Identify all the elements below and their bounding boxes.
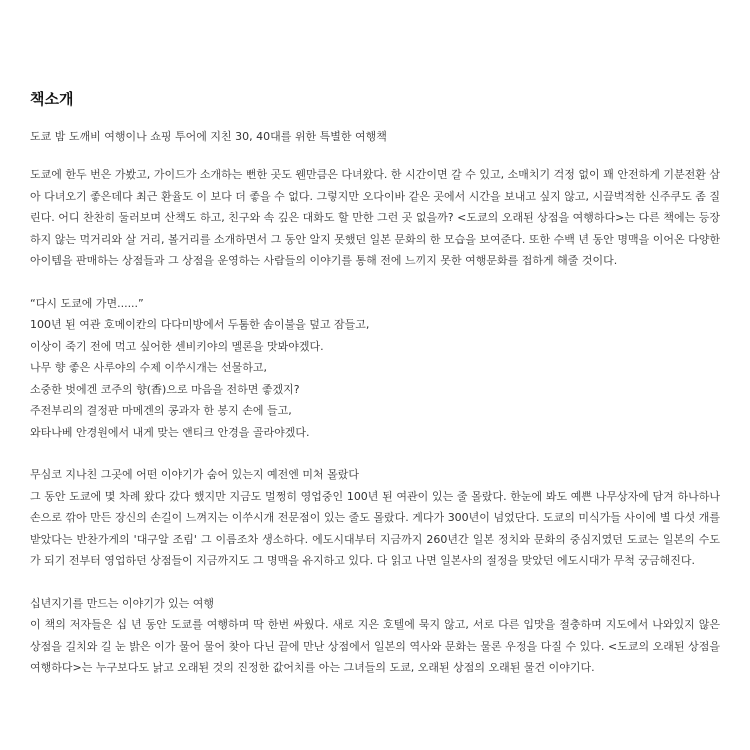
spacer xyxy=(30,443,720,464)
spacer xyxy=(30,272,720,293)
quote-line: 나무 향 좋은 사루야의 수제 이쑤시개는 선물하고, xyxy=(30,361,267,374)
spacer xyxy=(30,572,720,593)
page-title: 책소개 xyxy=(30,90,74,108)
quote-line: 이상이 죽기 전에 먹고 싶어한 센비키야의 멜론을 맛봐야겠다. xyxy=(30,339,324,353)
section2-paragraph: 그 동안 도쿄에 몇 차례 왔다 갔다 했지만 지금도 멀쩡히 영업중인 100년 된 여관이 있는 줄 몰랐다. 한눈에 봐도 예쁜 나무상자에 담겨 하나하나 손으로 깎아 만든 장신의 손길이 느껴지는 이쑤시개 전문점이 있는 줄도 몰랐다. 게다가 300년이 넘었단다. 도쿄의 미식가들 사이에 별 다섯 개를 받았다는 반찬가게의 '대구알 조림' 그 이름조차 생소하다. 에도시대부터 지금까지 260년간 일본 정치와 문화의 중심지였던 도쿄는 일본의 수도가 되기 전부터 영업하던 상점들이 지금까지도 그 명맥을 유지하고 있다. 다 읽고 나면 일본사의 절정을 맞았던 에도시대가 무척 궁금해진다. xyxy=(30,489,720,567)
book-intro-document xyxy=(30,88,720,679)
intro-paragraph: 도쿄에 한두 번은 가봤고, 가이드가 소개하는 뻔한 곳도 웬만큼은 다녀왔다. 한 시간이면 갈 수 있고, 소매치기 걱정 없이 꽤 안전하게 기분전환 삼아 다녀오기 좋은데다 최근 환율도 이 보다 더 좋을 수 없다. 그렇지만 오다이바 같은 곳에서 시간을 보내고 싶지 않고, 시끌벅적한 신주쿠도 좀 질린다. 어디 찬찬히 둘러보며 산책도 하고, 친구와 속 깊은 대화도 할 만한 그런 곳 없을까? <도쿄의 오래된 상점을 여행하다>는 다른 책에는 등장하지 않는 먹거리와 살 거리, 볼거리를 소개하면서 그 동안 알지 못했던 일본 문화의 한 모습을 보여준다. 또한 수백 년 동안 명맥을 이어온 다양한 아이템을 판매하는 상점들과 그 상점을 운영하는 사람들의 이야기를 통해 전에 느끼지 못한 여행문화를 접하게 해줄 것이다. xyxy=(30,168,720,267)
quote-line: 주전부리의 결정판 마메겐의 콩과자 한 봉지 손에 들고, xyxy=(30,404,292,417)
section2-heading: 무심코 지나친 그곳에 어떤 이야기가 숨어 있는지 예전엔 미처 몰랐다 xyxy=(30,468,359,481)
section3-paragraph: 이 책의 저자들은 십 년 동안 도쿄를 여행하며 딱 한번 싸웠다. 새로 지은 호텔에 묵지 않고, 서로 다른 입맛을 절충하며 지도에서 나와있지 않은 상점을 길치와 길 눈 밝은 이가 물어 물어 찾아 다닌 끝에 만난 상점에서 일본의 역사와 문화는 물론 우정을 다질 수 있다. <도쿄의 오래된 상점을 여행하다>는 누구보다도 낡고 오래된 것의 진정한 값어치를 아는 그녀들의 도쿄, 오래된 상점의 오래된 물건 이야기다. xyxy=(30,618,720,674)
quote-line: 소중한 벗에겐 코주의 향(香)으로 마음을 전하면 좋겠지? xyxy=(30,382,300,396)
quote-line: “다시 도쿄에 가면......” xyxy=(30,296,144,310)
quote-line: 100년 된 여관 호메이칸의 다다미방에서 두툼한 솜이불을 덮고 잠들고, xyxy=(30,318,370,331)
section3-heading: 십년지기를 만드는 이야기가 있는 여행 xyxy=(30,596,215,610)
quote-line: 와타나베 안경원에서 내게 맞는 앤티크 안경을 골라야겠다. xyxy=(30,425,310,439)
quote-block xyxy=(30,293,720,444)
subtitle: 도쿄 밤 도깨비 여행이나 쇼핑 투어에 지친 30, 40대를 위한 특별한 여행책 xyxy=(30,130,387,143)
